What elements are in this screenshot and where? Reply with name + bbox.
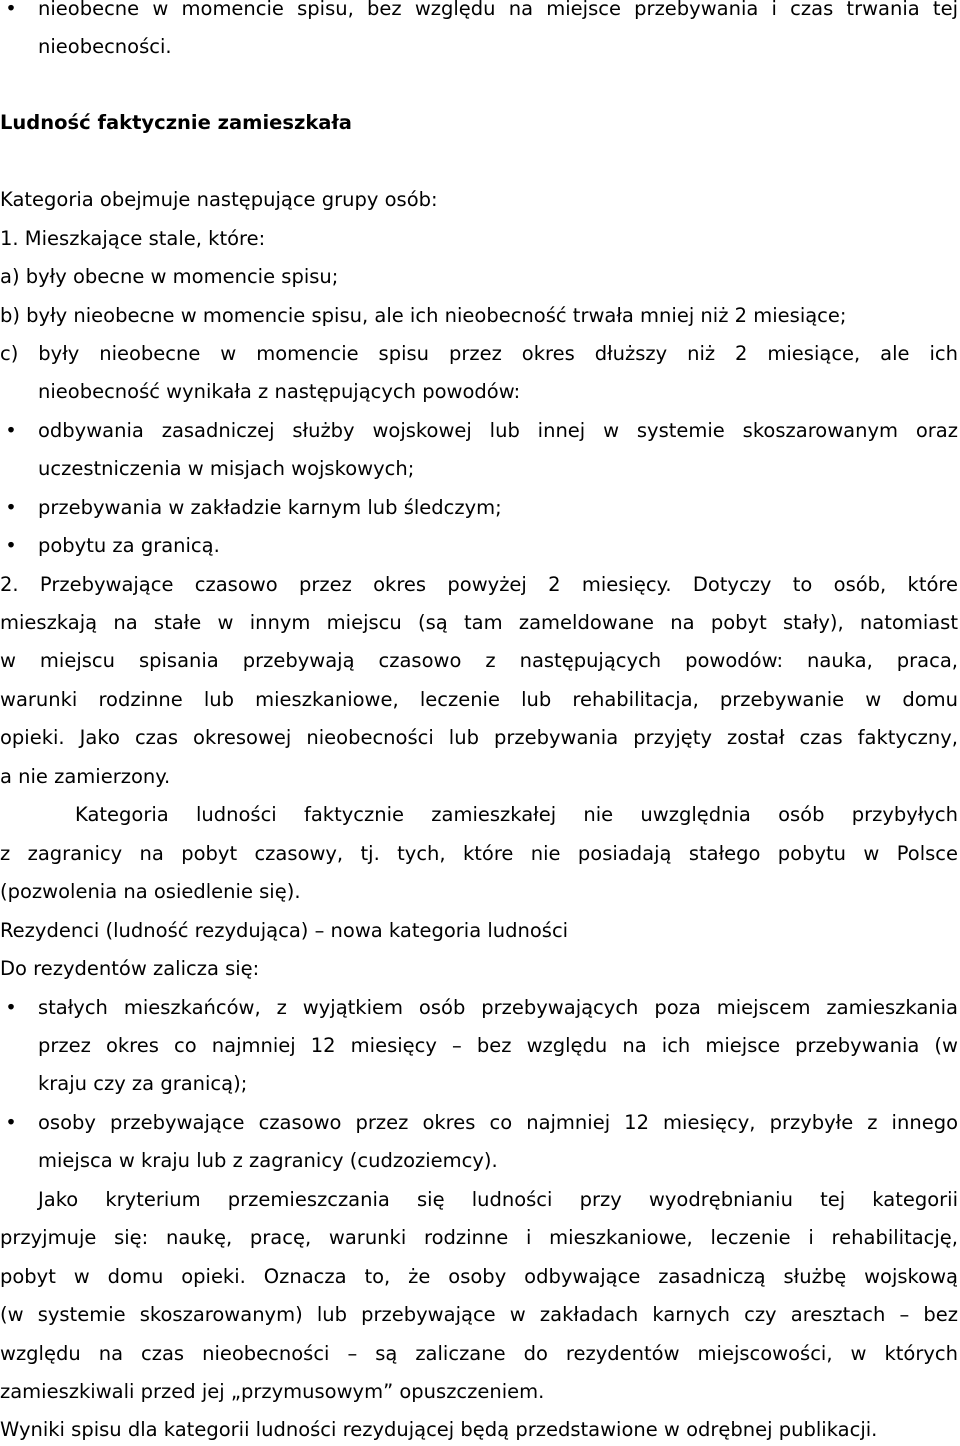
- paragraph-line: mieszkają na stałe w innym miejscu (są tam zameldowane na pobyt stały), natomiast: [0, 611, 958, 634]
- bullet-item-text: pobytu za granicą.: [38, 534, 220, 557]
- paragraph-line: Kategoria ludności faktycznie zamieszkałej nie uwzględnia osób przybyłych: [75, 803, 958, 826]
- paragraph-line: opieki. Jako czas okresowej nieobecności lub przebywania przyjęty został czas faktyczny,: [0, 726, 958, 749]
- paragraph-line: Do rezydentów zalicza się:: [0, 957, 260, 980]
- bullet-item-text: kraju czy za granicą);: [38, 1072, 248, 1095]
- paragraph-line: względu na czas nieobecności – są zaliczane do rezydentów miejscowości, w których: [0, 1342, 958, 1365]
- bullet-marker: •: [5, 534, 17, 557]
- bullet-item-text: przebywania w zakładzie karnym lub śledczym;: [38, 496, 502, 519]
- bullet-item-text: odbywania zasadniczej służby wojskowej lub innej w systemie skoszarowanym oraz: [38, 419, 958, 442]
- numbered-item: 1. Mieszkające stale, które:: [0, 227, 266, 250]
- paragraph-line: zamieszkiwali przed jej „przymusowym” opuszczeniem.: [0, 1380, 545, 1403]
- paragraph-line: (pozwolenia na osiedlenie się).: [0, 880, 301, 903]
- paragraph-line: w miejscu spisania przebywają czasowo z następujących powodów: nauka, praca,: [0, 649, 958, 672]
- paragraph-line: a nie zamierzony.: [0, 765, 171, 788]
- section-heading: Ludność faktycznie zamieszkała: [0, 111, 352, 134]
- paragraph-line: Jako kryterium przemieszczania się ludności przy wyodrębnianiu tej kategorii: [38, 1188, 958, 1211]
- bullet-marker: •: [5, 496, 17, 519]
- paragraph-line: pobyt w domu opieki. Oznacza to, że osoby odbywające zasadniczą służbę wojskową: [0, 1265, 958, 1288]
- paragraph-line: Wyniki spisu dla kategorii ludności rezydującej będą przedstawione w odrębnej publikacji.: [0, 1418, 878, 1441]
- bullet-item-text: przez okres co najmniej 12 miesięcy – bez względu na ich miejsce przebywania (w: [38, 1034, 958, 1057]
- paragraph-line: warunki rodzinne lub mieszkaniowe, leczenie lub rehabilitacja, przebywanie w domu: [0, 688, 958, 711]
- paragraph-line: Kategoria obejmuje następujące grupy osób:: [0, 188, 438, 211]
- list-item: c) były nieobecne w momencie spisu przez okres dłuższy niż 2 miesiące, ale ich: [0, 342, 958, 365]
- list-item: nieobecność wynikała z następujących powodów:: [38, 380, 521, 403]
- list-item: a) były obecne w momencie spisu;: [0, 265, 339, 288]
- numbered-item: 2. Przebywające czasowo przez okres powyżej 2 miesięcy. Dotyczy to osób, które: [0, 573, 958, 596]
- bullet-marker: •: [5, 996, 17, 1019]
- bullet-marker: •: [5, 0, 17, 20]
- bullet-marker: •: [5, 419, 17, 442]
- bullet-item-text: nieobecne w momencie spisu, bez względu na miejsce przebywania i czas trwania tej: [38, 0, 958, 20]
- bullet-marker: •: [5, 1111, 17, 1134]
- bullet-item-text: stałych mieszkańców, z wyjątkiem osób przebywających poza miejscem zamieszkania: [38, 996, 958, 1019]
- bullet-item-text: uczestniczenia w misjach wojskowych;: [38, 457, 415, 480]
- paragraph-line: (w systemie skoszarowanym) lub przebywające w zakładach karnych czy aresztach – bez: [0, 1303, 958, 1326]
- paragraph-line: przyjmuje się: naukę, pracę, warunki rodzinne i mieszkaniowe, leczenie i rehabilitację,: [0, 1226, 958, 1249]
- paragraph-line: z zagranicy na pobyt czasowy, tj. tych, które nie posiadają stałego pobytu w Polsce: [0, 842, 958, 865]
- bullet-item-text: nieobecności.: [38, 35, 172, 58]
- bullet-item-text: miejsca w kraju lub z zagranicy (cudzoziemcy).: [38, 1149, 498, 1172]
- bullet-item-text: osoby przebywające czasowo przez okres co najmniej 12 miesięcy, przybyłe z innego: [38, 1111, 958, 1134]
- list-item: b) były nieobecne w momencie spisu, ale ich nieobecność trwała mniej niż 2 miesiące;: [0, 304, 847, 327]
- section-heading: Rezydenci (ludność rezydująca) – nowa kategoria ludności: [0, 919, 569, 942]
